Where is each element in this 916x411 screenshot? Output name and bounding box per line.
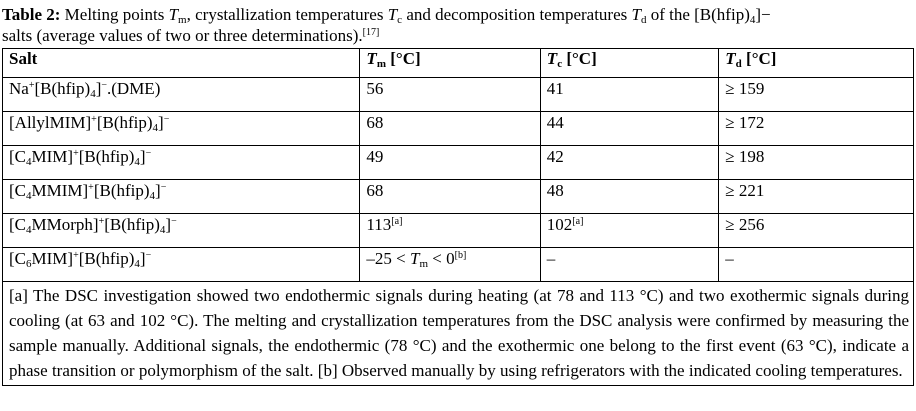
- column-header-tm: $T_m$ [°C]: [360, 49, 540, 78]
- column-header-td: $T_d$ [°C]: [719, 49, 914, 78]
- column-header-salt: Salt: [3, 49, 360, 78]
- cell-tc: –: [540, 248, 718, 282]
- table-row: [3, 248, 914, 282]
- cell-salt: $[C_4MMIM]^+[B(hfip)_4]^-$: [3, 180, 360, 214]
- data-table: [2, 48, 914, 282]
- cell-salt: $[C_6MIM]^+[B(hfip)_4]^-$: [3, 248, 360, 282]
- cell-tm: $-25 < T_m < 0[b]$: [360, 248, 540, 282]
- document-page: [2, 0, 914, 386]
- cell-tm: 68: [360, 180, 540, 214]
- cell-tm: 68: [360, 112, 540, 146]
- cell-td: ≥ 198: [719, 146, 914, 180]
- table-row: [3, 146, 914, 180]
- table-row: [3, 78, 914, 112]
- cell-tm: 56: [360, 78, 540, 112]
- reference-marker: [17]: [362, 27, 380, 38]
- cell-salt: $[C_4MIM]^+[B(hfip)_4]^-$: [3, 146, 360, 180]
- table-caption: Table 2: Melting points $T_m$, crystallization temperatures $T_c$ and decomposition temperatures $T_d$ of the $[B(hfip)_4]-$ salts (average values of two or three determinations).[17]: [2, 5, 771, 45]
- cell-td: ≥ 221: [719, 180, 914, 214]
- cell-tc: 102[a]: [540, 214, 718, 248]
- cell-td: ≥ 172: [719, 112, 914, 146]
- table-row: [3, 180, 914, 214]
- cell-tm: 49: [360, 146, 540, 180]
- table-footnote: [a] The DSC investigation showed two endothermic signals during heating (at 78 and 113 °C) and two exothermic signals during cooling (at 63 and 102 °C). The melting and crystallization temperatures from the DSC analysis were confirmed by measuring the sample manually. Additional signals, the endothermic (78 °C) and the exothermic one belong to the first event (63 °C), indicate a phase transition or polymorphism of the salt. [b] Observed manually by using refrigerators with the indicated cooling temperatures.: [2, 282, 914, 386]
- cell-td: ≥ 159: [719, 78, 914, 112]
- cell-tc: 41: [540, 78, 718, 112]
- header-row: [3, 49, 914, 78]
- table-row: [3, 214, 914, 248]
- cell-salt: $[AllylMIM]^+[B(hfip)_4]^-$: [3, 112, 360, 146]
- column-header-tc: $T_c$ [°C]: [540, 49, 718, 78]
- cell-salt: $Na^+[B(hfip)_4]^-.(DME)$: [3, 78, 360, 112]
- table-row: [3, 112, 914, 146]
- caption-label: Table 2:: [2, 5, 61, 24]
- cell-tc: 42: [540, 146, 718, 180]
- cell-tc: 48: [540, 180, 718, 214]
- cell-salt: $[C_4MMorph]^+[B(hfip)_4]^-$: [3, 214, 360, 248]
- cell-td: ≥ 256: [719, 214, 914, 248]
- cell-tc: 44: [540, 112, 718, 146]
- cell-td: –: [719, 248, 914, 282]
- cell-tm: 113[a]: [360, 214, 540, 248]
